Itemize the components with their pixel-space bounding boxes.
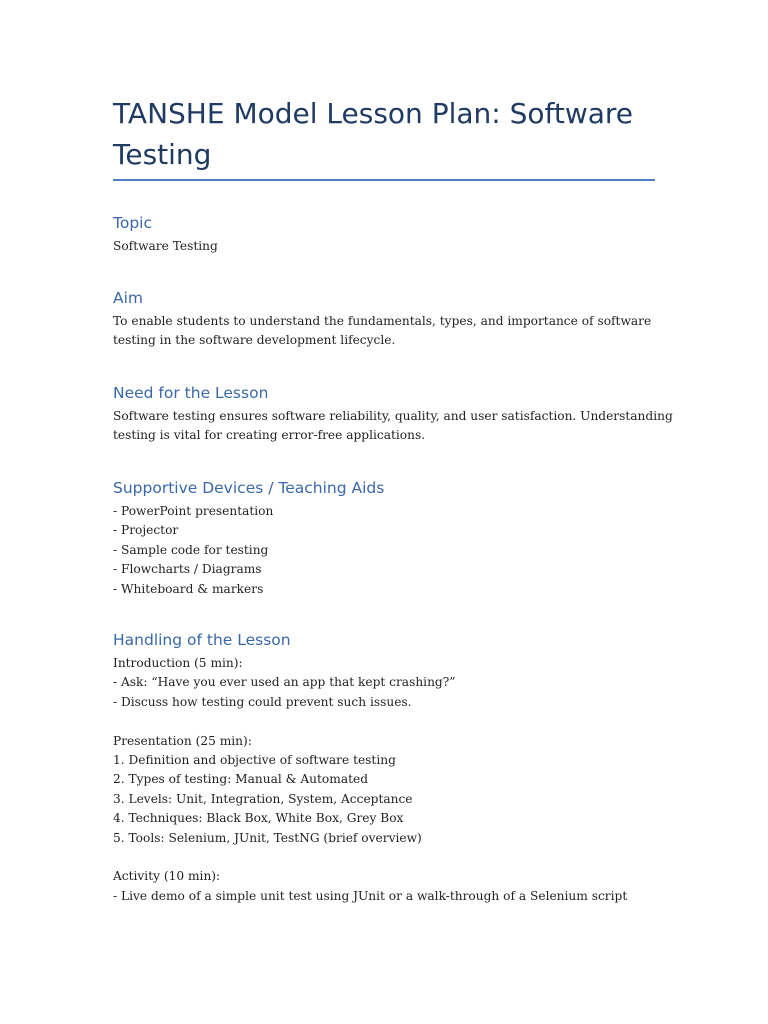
activity-block [113,867,655,906]
section-heading-teaching-aids: Supportive Devices / Teaching Aids [113,479,385,497]
section-topic [113,212,655,256]
list-item: - Projector [113,523,179,538]
list-item: - Whiteboard & markers [113,581,264,596]
section-handling [113,629,655,906]
topic-line: Software Testing [113,239,218,253]
activity-line: - Live demo of a simple unit test using JUnit or a walk-through of a Selenium script [113,888,628,903]
aim-line: testing in the software development lifecycle. [113,333,396,348]
introduction-line: Introduction (5 min): [113,656,243,670]
presentation-line: 5. Tools: Selenium, JUnit, TestNG (brief overview) [113,830,422,845]
presentation-line: Presentation (25 min): [113,733,252,748]
introduction-block [113,654,655,712]
presentation-line: 3. Levels: Unit, Integration, System, Acceptance [113,791,413,806]
aim-line: To enable students to understand the fundamentals, types, and importance of software [113,314,652,328]
section-teaching-aids [113,477,655,599]
document-title: TANSHE Model Lesson Plan: Software Testing [113,97,634,171]
section-heading-need: Need for the Lesson [113,384,269,402]
presentation-line: 4. Techniques: Black Box, White Box, Grey Box [113,811,404,826]
teaching-aids-list [113,502,655,599]
handling-body [113,654,655,906]
introduction-line: - Discuss how testing could prevent such issues. [113,694,412,709]
section-aim [113,287,655,351]
paragraph-gap [113,848,655,867]
aim-text [113,312,655,351]
section-heading-handling: Handling of the Lesson [113,631,291,649]
presentation-block [113,732,655,848]
section-heading-topic: Topic [113,214,152,232]
list-item: - Flowcharts / Diagrams [113,562,262,577]
need-line: testing is vital for creating error-free applications. [113,428,426,443]
presentation-line: 2. Types of testing: Manual & Automated [113,772,368,787]
title-underline [113,179,655,181]
activity-line: Activity (10 min): [113,869,221,884]
paragraph-gap [113,712,655,731]
presentation-line: 1. Definition and objective of software testing [113,753,396,768]
section-heading-aim: Aim [113,289,144,307]
need-line: Software testing ensures software reliability, quality, and user satisfaction. Understanding [113,409,673,423]
need-text [113,407,673,446]
topic-text [113,237,655,256]
section-need [113,382,673,446]
list-item: - PowerPoint presentation [113,504,274,518]
introduction-line: - Ask: “Have you ever used an app that kept crashing?” [113,675,456,690]
list-item: - Sample code for testing [113,542,269,557]
